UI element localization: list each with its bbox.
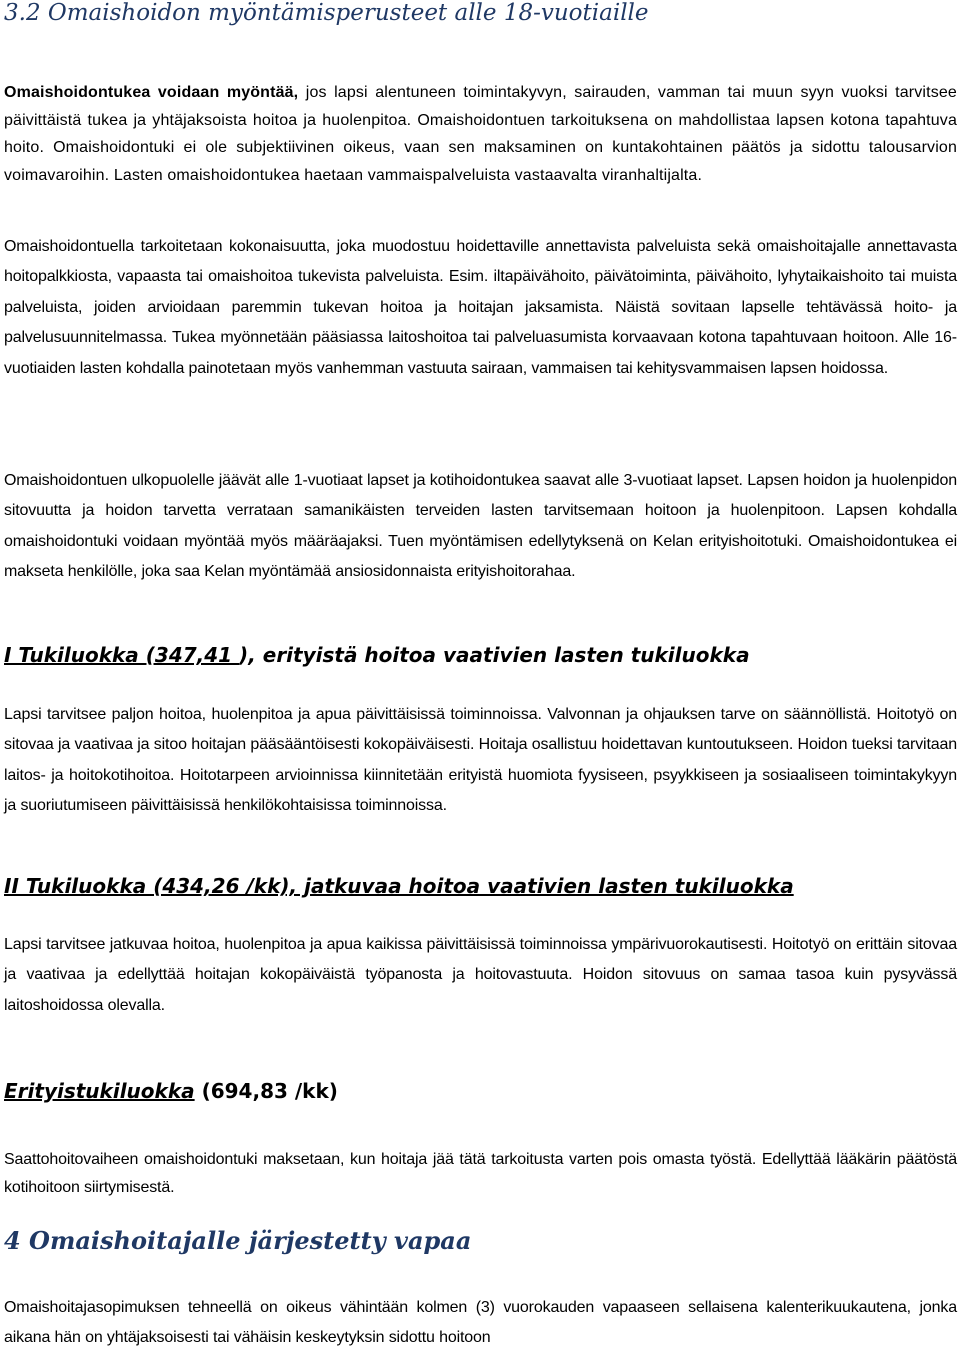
- paragraph-lead: Omaishoidontukea voidaan myöntää,: [4, 84, 299, 101]
- class-1-heading-rest: ), erityistä hoitoa vaativien lasten tukiluokka: [239, 643, 750, 667]
- special-class-heading-rest: (694,83 /kk): [194, 1079, 338, 1103]
- class-2-description: Lapsi tarvitsee jatkuvaa hoitoa, huolenpitoa ja apua kaikissa päivittäisissä toiminnoissa ympärivuorokautisesti. Hoitotyö on erittäin sitovaa ja vaativaa ja edellyttää hoitajan kokopäiväistä työpanosta ja hoitovastuuta. Hoidon sitovuus on samaa tasoa kuin pysyvässä laitoshoidossa olevalla.: [4, 936, 957, 1014]
- special-class-heading: [4, 1079, 957, 1103]
- class-1-description: Lapsi tarvitsee paljon hoitoa, huolenpitoa ja apua päivittäisissä toiminnoissa. Valvonnan ja ohjauksen tarve on säännöllistä. Hoitotyö on sitovaa ja vaativaa ja sitoo hoitajan pääsääntöisesti kokopäiväisesti. Hoitaja osallistuu hoidettavan kuntoutukseen. Hoidon tueksi tarvitaan laitos- ja hoitokotihoitoa. Hoitotarpeen arvioinnissa kiinnitetään erityistä huomiota fyysiseen, psyykkiseen ja sosiaaliseen toimintakykyyn ja suoriutumiseen päivittäisissä henkilökohtaisissa toiminnoissa.: [4, 706, 957, 815]
- class-1-heading: [4, 643, 957, 667]
- special-class-description: Saattohoitovaiheen omaishoidontuki maksetaan, kun hoitaja jää tätä tarkoitusta varten pois omasta työstä. Edellyttää lääkärin päätöstä kotihoitoon siirtymisestä.: [4, 1151, 957, 1196]
- paragraph-text: jos lapsi alentuneen toimintakyvyn, sairauden, vamman tai muun syyn vuoksi tarvitsee päivittäistä tukea ja yhtäjaksoista hoitoa ja huolenpitoa. Omaishoidontuen tarkoituksena on mahdollistaa lapsen kotona tapahtuva hoito. Omaishoidontuki ei ole subjektiivinen oikeus, vaan sen maksaminen on kuntakohtainen päätös ja sidottu talousarvion voimavaroihin. Lasten omaishoidontukea haetaan vammaispalveluista vastaavalta viranhaltijalta.: [4, 84, 957, 184]
- section-3-2-heading: 3.2 Omaishoidon myöntämisperusteet alle 18-vuotiaille: [4, 0, 649, 26]
- section-3-2-paragraph-1: [4, 79, 957, 189]
- section-4-heading: 4 Omaishoitajalle järjestetty vapaa: [4, 1226, 472, 1255]
- section-4-paragraph: Omaishoitajasopimuksen tehneellä on oikeus vähintään kolmen (3) vuorokauden vapaaseen sellaisena kalenterikuukautena, jonka aikana hän on yhtäjaksoisesti tai vähäisin keskeytyksin sidottu hoitoon: [4, 1299, 957, 1347]
- special-class-heading-italic: Erityistukiluokka: [4, 1079, 195, 1103]
- class-1-heading-underlined: I Tukiluokka (347,41: [4, 643, 240, 667]
- section-3-2-paragraph-3: Omaishoidontuen ulkopuolelle jäävät alle 1-vuotiaat lapset ja kotihoidontukea saavat alle 3-vuotiaat lapset. Lapsen hoidon ja huolenpidon sitovuutta ja hoidon tarvetta verrataan samanikäisten terveiden lasten tarvitsemaan hoitoon ja huolenpitoon. Lapsen kohdalla omaishoidontuki voidaan myöntää myös määräajaksi. Tuen myöntämisen edellytyksenä on Kelan erityishoitotuki. Omaishoidontukea ei makseta henkilölle, joka saa Kelan myöntämää ansiosidonnaista erityishoitorahaa.: [4, 472, 957, 581]
- class-2-heading: II Tukiluokka (434,26 /kk), jatkuvaa hoitoa vaativien lasten tukiluokka: [4, 874, 794, 898]
- section-3-2-paragraph-2: Omaishoidontuella tarkoitetaan kokonaisuutta, joka muodostuu hoidettaville annettavista palveluista sekä omaishoitajalle annettavasta hoitopalkkiosta, vapaasta tai omaishoitoa tukevista palveluista. Esim. iltapäivähoito, päivätoiminta, päivähoito, lyhytaikaishoito tai muista palveluista, joiden arvioidaan paremmin tukevan hoitoa ja hoitajan jaksamista. Näistä sovitaan lapselle tehtävässä hoito- ja palvelusuunnitelmassa. Tukea myönnetään pääsiassa laitoshoitoa tai palveluasumista korvaavaan kotona tapahtuvaan hoitoon. Alle 16-vuotiaiden lasten kohdalla painotetaan myös vanhemman vastuuta sairaan, vammaisen tai kehitysvammaisen lapsen hoidossa.: [4, 238, 957, 377]
